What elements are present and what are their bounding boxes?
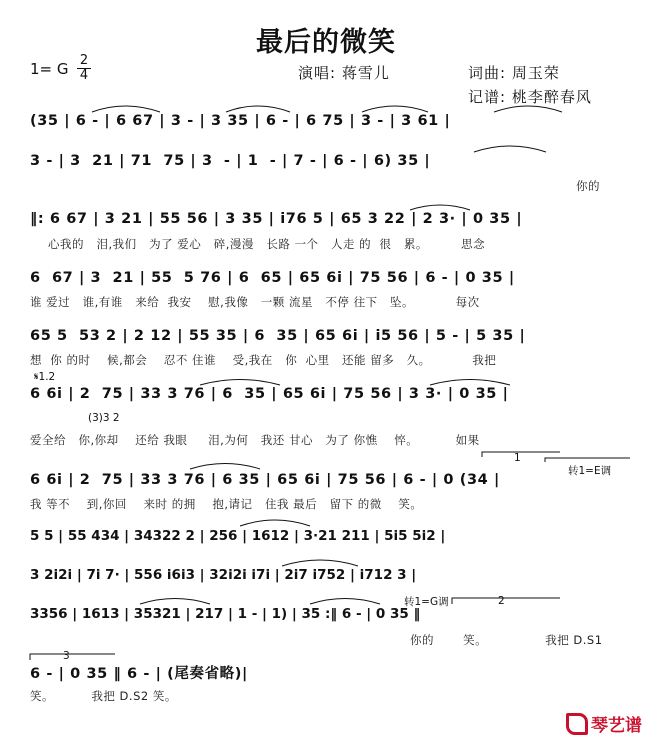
time-signature (77, 55, 91, 82)
score-line-10-notes: 3356 | 1613 | 35321 | 217 | 1 - | 1) | 35 :‖ 6 - | 0 35 ‖ (30, 606, 421, 622)
time-denominator: 4 (79, 68, 89, 83)
score-line-3-lyrics: 心我的 泪,我们 为了 爱心 碎,漫漫 长路 一个 人走 的 很 累。 思念 (48, 237, 486, 251)
watermark-logo (566, 711, 642, 736)
score-line-10-lyrics: 你的 笑。 我把 D.S1 (410, 633, 603, 647)
volta-2-label: 2 (498, 595, 505, 607)
score-line-3-notes: ‖: 6 67 | 3 21 | 55 56 | 3 35 | i76 5 | 65 3 22 | 2 3· | 0 35 | (30, 211, 523, 227)
score-line-2-lyrics: 你的 (576, 179, 600, 193)
key-signature: 1= G (30, 60, 69, 78)
score-line-2-notes: 3 - | 3 21 | 71 75 | 3 - | 1 - | 7 - | 6 - | 6) 35 | (30, 153, 431, 169)
modulation-e-label: 转1=E调 (568, 465, 612, 477)
score-line-7-notes: 6 6i | 2 75 | 33 3 76 | 6 35 | 65 6i | 75 56 | 6 - | 0 (34 | (30, 472, 500, 488)
score-line-11-lyrics: 笑。 我把 D.S2 笑。 (30, 689, 177, 703)
lyricist-credit: 词曲: 周玉荣 (468, 64, 560, 82)
watermark-text: 琴艺谱 (591, 716, 642, 736)
score-line-8-notes: 5 5 | 55 434 | 34322 2 | 256 | 1612 | 3·21 211 | 5i5 5i2 | (30, 528, 446, 544)
score-line-4-lyrics: 谁 爱过 谁,有谁 来给 我安 慰,我像 一颗 流星 不停 往下 坠。 每次 (30, 295, 480, 309)
score-line-6-notes: 6 6i | 2 75 | 33 3 76 | 6 35 | 65 6i | 75 56 | 3 3· | 0 35 | (30, 386, 509, 402)
singer-credit: 演唱: 蒋雪儿 (298, 64, 390, 82)
score-line-7-lyrics: 我 等不 到,你回 来时 的拥 抱,请记 住我 最后 留下 的微 笑。 (30, 497, 423, 511)
volta-3-label: 3 (63, 650, 70, 662)
score-line-11-notes: 6 - | 0 35 ‖ 6 - | (尾奏省略)| (30, 666, 248, 682)
score-line-5-notes: 65 5 53 2 | 2 12 | 55 35 | 6 35 | 65 6i | i5 56 | 5 - | 5 35 | (30, 328, 526, 344)
volta-1-label: 1 (514, 452, 521, 464)
logo-mark-icon (566, 713, 588, 735)
segno-mark: 𝄋1.2 (34, 371, 56, 383)
score-line-1-notes: (35 | 6 - | 6 67 | 3 - | 3 35 | 6 - | 6 75 | 3 - | 3 61 | (30, 113, 451, 129)
page-title: 最后的微笑 (256, 27, 396, 58)
score-line-9-notes: 3 2i2i | 7i 7· | 556 i6i3 | 32i2i i7i | 2i7 i752 | i712 3 | (30, 567, 417, 583)
recorder-credit: 记谱: 桃李醉春风 (468, 88, 592, 106)
score-line-5-lyrics: 想 你 的时 候,都会 忍不 住谁 受,我在 你 心里 还能 留多 久。 我把 (30, 353, 497, 367)
time-numerator: 2 (79, 53, 89, 68)
modulation-g-label: 转1=G调 (404, 596, 449, 608)
score-line-6-lyrics: 爱全给 你,你却 还给 我眼 泪,为何 我还 甘心 为了 你憔 悴。 如果 (30, 433, 480, 447)
score-line-4-notes: 6 67 | 3 21 | 55 5 76 | 6 65 | 65 6i | 75 56 | 6 - | 0 35 | (30, 270, 515, 286)
alternate-note: (3)3 2 (88, 412, 120, 424)
